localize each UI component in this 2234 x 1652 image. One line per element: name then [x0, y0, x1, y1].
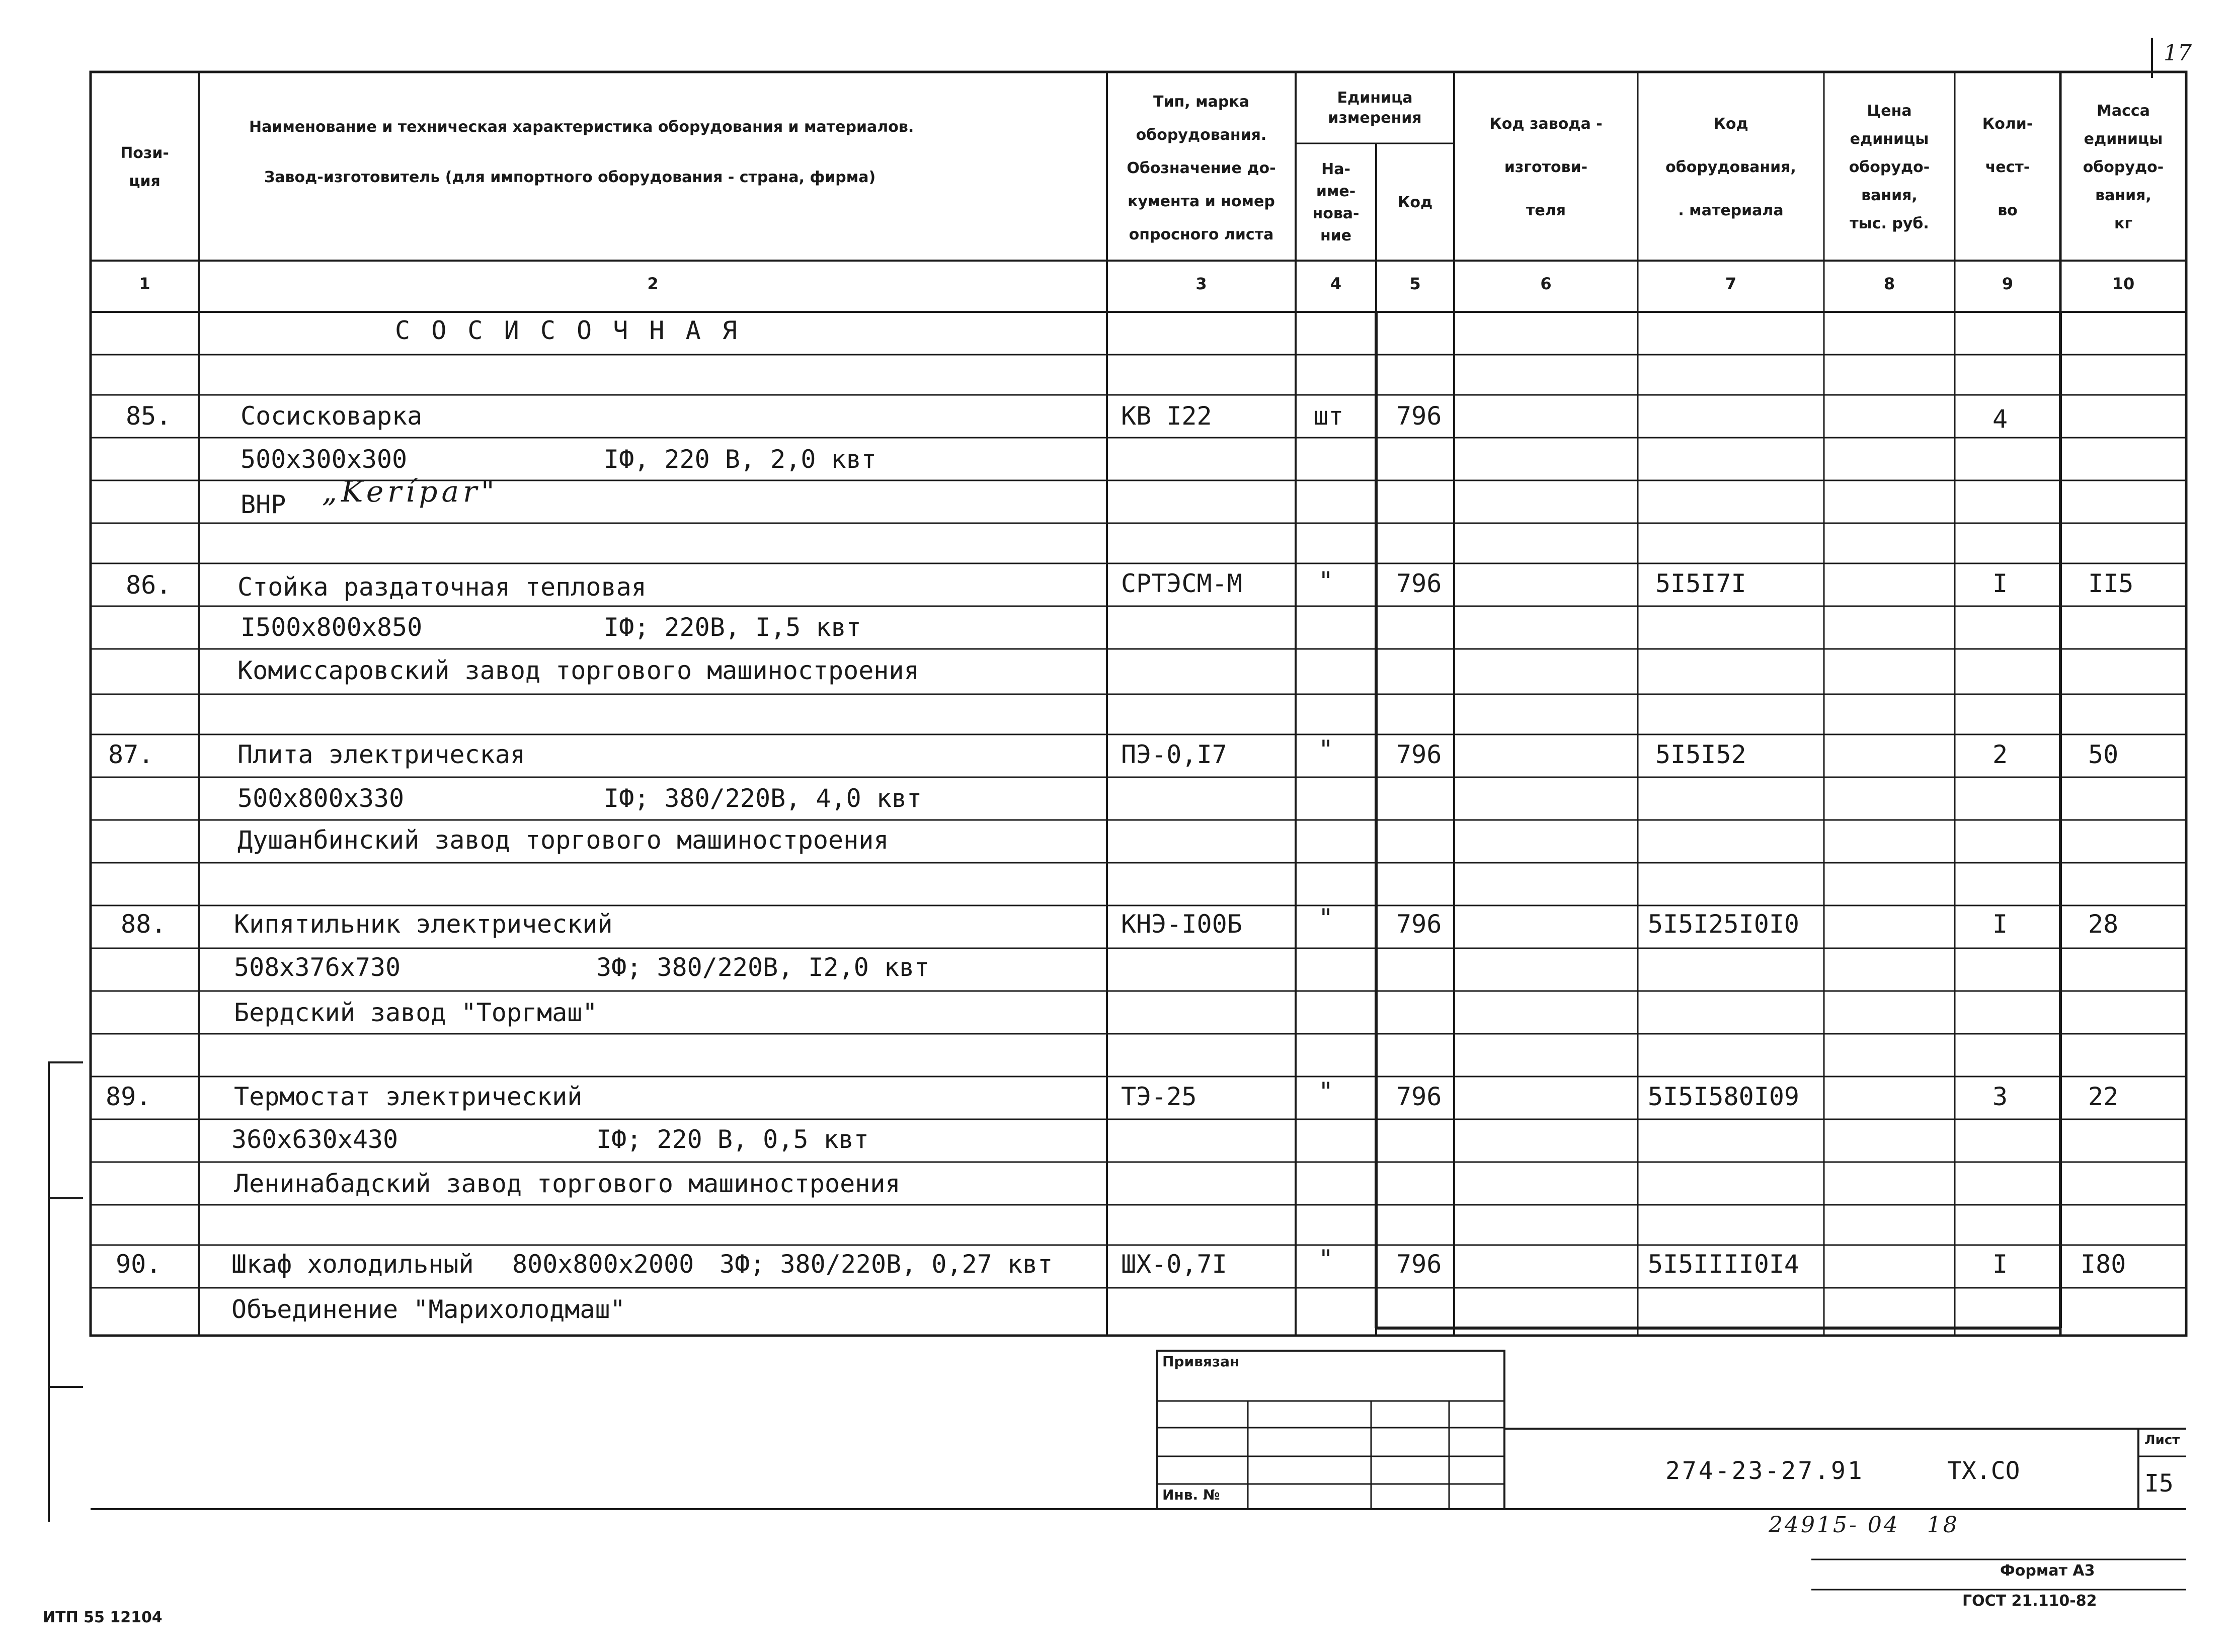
stamp-privyazan: Привязан [1162, 1353, 1240, 1370]
item-unit: " [1318, 1077, 1334, 1106]
item-equipment-code: 5I5IIII0I4 [1648, 1250, 1800, 1279]
item-name: Стойка раздаточная тепловая [237, 572, 647, 602]
item-equipment-code: 5I5I25I0I0 [1648, 910, 1800, 939]
column-number: 4 [1330, 274, 1342, 293]
item-position: 87. [108, 740, 154, 769]
item-dimensions: 508х376х730 [234, 953, 401, 982]
item-unit: " [1318, 566, 1334, 596]
column-number: 2 [647, 274, 659, 293]
header-unit-name: На- име- нова- ние [1312, 160, 1360, 244]
column-number: 8 [1883, 274, 1895, 293]
item-dimensions: I500х800х850 [241, 613, 423, 642]
item-dimensions: 500х800х330 [237, 784, 405, 813]
item-position: 85. [126, 401, 172, 431]
stamp-handwritten-number: 24915- 04 18 [1769, 1512, 1959, 1538]
item-position: 86. [126, 570, 172, 600]
stamp-sheet-label: Лист [2144, 1433, 2180, 1448]
header-equipment-code: Код оборудования, . материала [1665, 115, 1796, 219]
item-maker-prefix: ВНР [241, 490, 286, 519]
item-maker: Бердский завод "Торгмаш" [234, 998, 598, 1027]
item-power: IФ; 380/220В, 4,0 квт [604, 784, 922, 813]
header-maker-code: Код завода - изготови- теля [1489, 115, 1603, 219]
item-name: Шкаф холодильный [231, 1250, 474, 1279]
column-number: 1 [139, 274, 150, 293]
header-type: Тип, марка оборудования. Обозначение до- кумента и номер опросного листа [1127, 93, 1276, 243]
item-mass: 50 [2088, 740, 2119, 769]
stamp-sheet-number: I5 [2144, 1469, 2174, 1498]
item-maker: Ленинабадский завод торгового машиностроения [234, 1169, 901, 1198]
item-maker: Душанбинский завод торгового машиностроения [237, 825, 889, 855]
item-dimensions: 800х800х2000 [512, 1250, 694, 1279]
stamp-inventory-number: Инв. № [1162, 1486, 1220, 1503]
item-power: IФ, 220 В, 2,0 квт [604, 445, 876, 474]
column-number: 5 [1409, 274, 1421, 293]
item-position: 89. [106, 1082, 151, 1111]
item-name: Плита электрическая [237, 740, 525, 769]
item-type: ШХ-0,7I [1121, 1250, 1227, 1279]
item-quantity: I [1992, 1250, 2008, 1279]
item-unit-code: 796 [1396, 910, 1442, 939]
item-power: 3Ф; 380/220В, 0,27 квт [720, 1250, 1053, 1279]
item-unit: шт [1313, 401, 1344, 431]
item-name: Термостат электрический [234, 1082, 583, 1111]
header-name-line2: Завод-изготовитель (для импортного оборудования - страна, фирма) [264, 169, 876, 186]
item-name: Сосисковарка [241, 401, 423, 431]
section-title: С О С И С О Ч Н А Я [395, 316, 740, 345]
item-position: 88. [121, 910, 167, 939]
item-maker: Объединение "Марихолодмаш" [231, 1295, 625, 1324]
item-mass: 28 [2088, 910, 2119, 939]
header-mass: Масса единицы оборудо- вания, кг [2083, 102, 2164, 232]
footer-format: Формат А3 [2000, 1562, 2095, 1580]
item-quantity: I [1992, 910, 2008, 939]
item-power: 3Ф; 380/220В, I2,0 квт [596, 953, 930, 982]
item-quantity: 3 [1992, 1082, 2008, 1111]
item-mass: I80 [2081, 1250, 2126, 1279]
item-position: 90. [116, 1250, 162, 1279]
stamp-mark: ТХ.СО [1947, 1457, 2020, 1485]
item-unit: " [1318, 1245, 1334, 1274]
header-position: Пози- ция [120, 144, 169, 190]
item-unit-code: 796 [1396, 1250, 1442, 1279]
column-number: 10 [2112, 274, 2135, 293]
header-unit-code: Код [1397, 193, 1433, 211]
corner-sheet-mark: 17 [2164, 40, 2192, 66]
item-maker: Комиссаровский завод торгового машиностроения [237, 656, 919, 685]
item-type: КВ I22 [1121, 401, 1212, 431]
item-unit-code: 796 [1396, 1082, 1442, 1111]
column-number: 3 [1195, 274, 1207, 293]
footer-gost: ГОСТ 21.110-82 [1962, 1592, 2097, 1610]
item-quantity: 4 [1992, 404, 2008, 434]
item-unit: " [1318, 735, 1334, 764]
item-power: IФ; 220 В, 0,5 квт [596, 1125, 869, 1154]
item-type: КНЭ-I00Б [1121, 910, 1242, 939]
item-equipment-code: 5I5I7I [1655, 569, 1746, 598]
item-mass: II5 [2088, 569, 2134, 598]
item-dimensions: 360х630х430 [231, 1125, 398, 1154]
footer-itp: ИТП 55 12104 [43, 1609, 163, 1626]
header-name-line1: Наименование и техническая характеристика оборудования и материалов. [249, 118, 914, 136]
item-unit-code: 796 [1396, 569, 1442, 598]
item-equipment-code: 5I5I52 [1655, 740, 1746, 769]
item-quantity: 2 [1992, 740, 2008, 769]
item-type: СРТЭСМ-М [1121, 569, 1242, 598]
header-quantity: Коли- чест- во [1982, 115, 2033, 219]
item-maker: „Kerípar" [322, 474, 499, 509]
item-name: Кипятильник электрический [234, 910, 613, 939]
column-number: 9 [2002, 274, 2014, 293]
item-quantity: I [1992, 569, 2008, 598]
column-number: 6 [1540, 274, 1552, 293]
header-unit-group: Единица измерения [1328, 89, 1422, 127]
stamp-document-code: 274-23-27.91 [1665, 1457, 1864, 1485]
item-equipment-code: 5I5I580I09 [1648, 1082, 1800, 1111]
column-number: 7 [1725, 274, 1737, 293]
header-price: Цена единицы оборудо- вания, тыс. руб. [1849, 102, 1930, 232]
item-unit: " [1318, 903, 1334, 933]
item-dimensions: 500х300х300 [241, 445, 408, 474]
item-unit-code: 796 [1396, 401, 1442, 431]
item-power: IФ; 220В, I,5 квт [604, 613, 861, 642]
item-type: ПЭ-0,I7 [1121, 740, 1227, 769]
item-unit-code: 796 [1396, 740, 1442, 769]
item-mass: 22 [2088, 1082, 2119, 1111]
item-type: ТЭ-25 [1121, 1082, 1197, 1111]
